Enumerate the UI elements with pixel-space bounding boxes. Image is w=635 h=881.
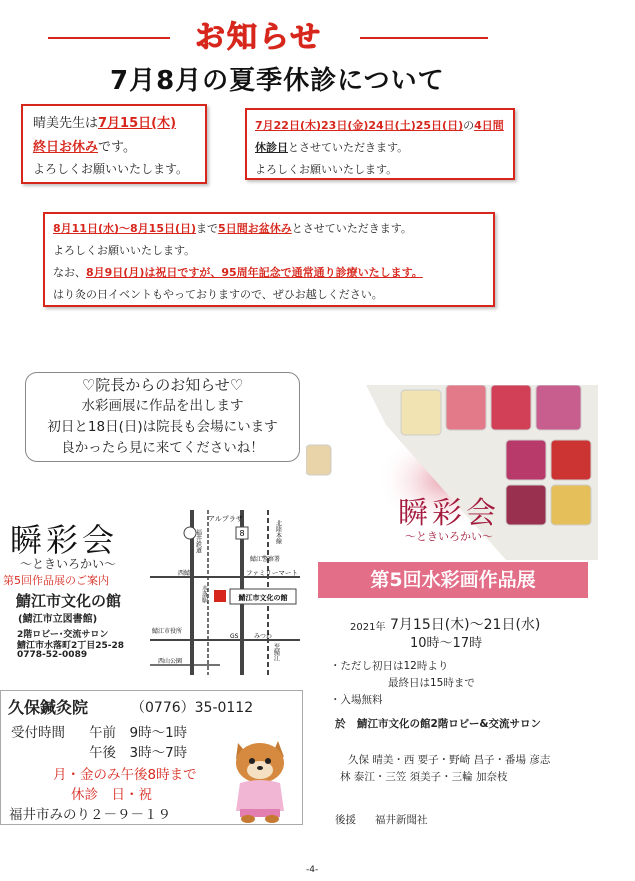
poster-time: 10時～17時 (410, 636, 483, 651)
director-notice (25, 372, 300, 462)
highlight-dates: 7月22日(木)23日(金)24日(土)25日(日) (255, 119, 464, 132)
clinic-name: 久保鍼灸院 (8, 698, 89, 717)
hours-label: 受付時間 (11, 725, 65, 741)
notice-box-july-closure (245, 108, 515, 180)
notice-box-august (43, 212, 495, 307)
text: はり灸の日イベントもやっておりますので、ぜひお越しください。 (53, 288, 383, 301)
exhibition-invite: 第5回作品展のご案内 (3, 574, 109, 587)
hours-am: 午前 9時～1時 (89, 725, 188, 741)
title-rule-left (48, 37, 170, 39)
venue-phone: 0778-52-0089 (17, 650, 88, 660)
text: 水彩画展に作品を出します (81, 398, 244, 414)
poster-title-band: 第5回水彩画作品展 (318, 562, 588, 598)
map-label-railway: 福井鉄道 (194, 529, 202, 553)
highlight-date: 7月15日(木) (98, 116, 177, 131)
poster-venue: 鯖江市文化の館2階ロビー&交流サロン (357, 718, 542, 730)
page-number: -4- (306, 865, 319, 875)
clinic-address: 福井市みのり２－９－１９ (9, 807, 171, 823)
highlight-days: 4日間 (474, 119, 504, 132)
highlight-dayoff: 終日お休み (33, 140, 99, 155)
closed-days: 休診 日・祝 (71, 787, 152, 803)
poster-note: ・ただし初日は12時より (330, 660, 449, 672)
venue-name: 鯖江市文化の館 (16, 592, 122, 610)
route-number: 8 (239, 529, 245, 538)
highlight-obon: 5日間お盆休み (218, 222, 292, 235)
map-label-hokuriku: 北陸本線 (274, 520, 282, 544)
title-rule-right (360, 37, 488, 39)
clinic-info (0, 690, 303, 825)
mascot-illustration (226, 733, 296, 823)
notice-box-july15 (21, 104, 207, 184)
highlight-aug9: 8月9日(月)は祝日ですが、95周年記念で通常通り診療いたします。 (86, 266, 423, 279)
map-label-station: 水落駅 (200, 585, 208, 603)
venue-room: 2階ロビー･交流サロン (17, 630, 109, 640)
venue-address: 鯖江市水落町2丁目25-28 (17, 641, 125, 651)
poster-society-name: 瞬彩会 (398, 496, 500, 531)
society-kana: 〜ときいろかい〜 (20, 557, 117, 571)
text: 晴美先生は (33, 116, 99, 131)
highlight-closed: 休診日 (255, 141, 288, 154)
poster-artists: 久保 晴美・西 要子・野崎 昌子・番場 彦志 (348, 754, 551, 766)
poster-year: 2021年 (350, 622, 386, 633)
map-label-police: 鯖江警察署 (250, 556, 281, 563)
poster-dates: 7月15日(木)～21日(水) (390, 617, 541, 633)
map-label-park: 西山公園 (158, 658, 183, 665)
map-label-gs: GS (230, 633, 239, 640)
venue-sub: (鯖江市立図書館) (18, 614, 98, 625)
poster-note: 最終日は15時まで (388, 677, 475, 689)
map-label-nishi: 西鯖 (178, 570, 191, 577)
poster-society-kana: 〜ときいろかい〜 (405, 530, 493, 543)
society-name: 瞬彩会 (10, 521, 119, 559)
poster-artists: 林 泰江・三笠 須美子・三輪 加奈枝 (340, 771, 508, 783)
map-label-alplaza: アルプラザ (208, 515, 243, 523)
text: よろしくお願いいたします。 (53, 244, 196, 257)
map-label-venue: 鯖江市文化の館 (238, 594, 288, 602)
map-label-route: 至鯖江 (272, 643, 280, 661)
text: よろしくお願いいたします。 (33, 162, 189, 176)
director-heading: ♡院長からのお知らせ♡ (81, 376, 244, 394)
map-label-cityhall: 鯖江市役所 (152, 628, 183, 635)
text: とさせていただきます。 (291, 222, 412, 235)
map-label-family: ファミリーマート (246, 569, 298, 577)
poster-venue-prefix: 於 (335, 718, 346, 730)
text: 初日と18日(日)は院長も会場にいます (47, 419, 278, 435)
hours-pm: 午後 3時～7時 (89, 745, 188, 761)
text: よろしくお願いいたします。 (255, 163, 398, 176)
access-map (150, 505, 300, 675)
poster-sponsor: 福井新聞社 (375, 814, 428, 826)
poster-sponsor-label: 後援 (335, 814, 356, 826)
text: とさせていただきます。 (288, 141, 409, 154)
text: の (463, 119, 475, 132)
venue-marker (214, 590, 226, 602)
text: なお、 (53, 266, 86, 279)
highlight-dates: 8月11日(水)～8月15日(日) (53, 222, 197, 235)
map-label-mitsuwa: みつわ (254, 633, 272, 640)
poster-note: ・入場無料 (330, 694, 383, 706)
text: です。 (98, 140, 136, 155)
clinic-phone: （0776）35-0112 (131, 700, 254, 716)
text: まで (196, 222, 219, 235)
text: 良かったら見に来てくださいね！ (61, 440, 264, 456)
page-title: 7月8月の夏季休診について (110, 66, 445, 96)
notice-title: お知らせ (195, 20, 323, 55)
hours-special: 月・金のみ午後8時まで (53, 767, 197, 783)
